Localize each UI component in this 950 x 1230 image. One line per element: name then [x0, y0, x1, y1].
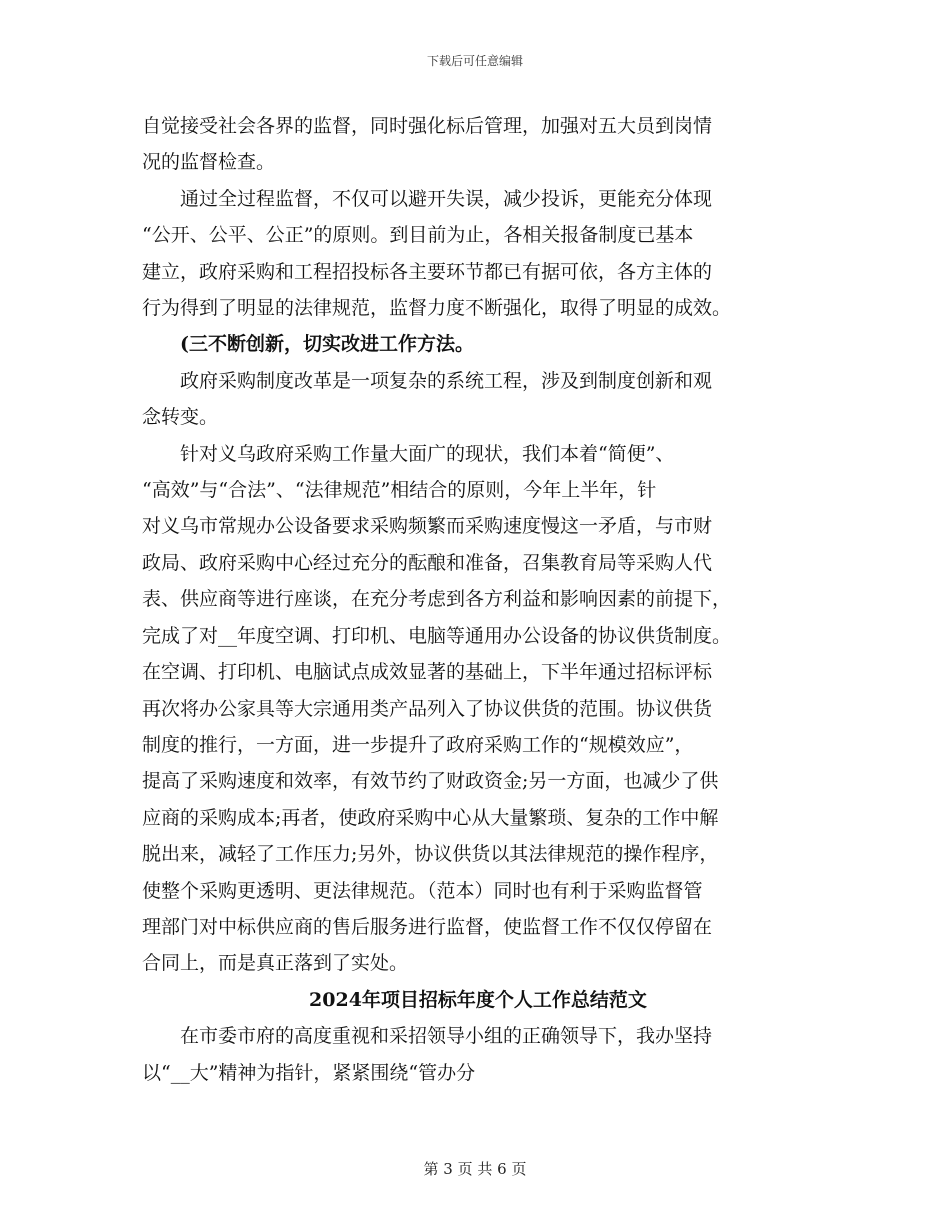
body-line: 应商的采购成本;再者，使政府采购中心从大量繁琐、复杂的工作中解 [142, 806, 719, 829]
body-line: 对义乌市常规办公设备要求采购频繁而采购速度慢这一矛盾，与市财 [142, 515, 713, 538]
body-line: 自觉接受社会各界的监督，同时强化标后管理，加强对五大员到岗情 [142, 115, 713, 137]
body-line: 通过全过程监督，不仅可以避开失误，减少投诉，更能充分体现 [142, 187, 713, 210]
body-line: 在市委市府的高度重视和采招领导小组的正确领导下，我办坚持 [142, 1025, 713, 1048]
body-line: 政局、政府采购中心经过充分的酝酿和准备，召集教育局等采购人代 [142, 551, 713, 574]
page-header: 下载后可任意编辑 [426, 54, 523, 68]
body-line: 脱出来，减轻了工作压力;另外，协议供货以其法律规范的操作程序， [142, 843, 719, 866]
body-line: 制度的推行，一方面，进一步提升了政府采购工作的“规模效应”， [142, 733, 694, 756]
body-line: 完成了对__年度空调、打印机、电脑等通用办公设备的协议供货制度。 [142, 624, 732, 647]
body-line: 政府采购制度改革是一项复杂的系统工程，涉及到制度创新和观 [142, 369, 713, 392]
page-footer: 第 3 页 共 6 页 [423, 1160, 527, 1178]
body-line: 理部门对中标供应商的售后服务进行监督，使监督工作不仅仅停留在 [142, 915, 713, 938]
body-line: 使整个采购更透明、更法律规范。（范本）同时也有利于采购监督管 [142, 879, 703, 902]
body-line: 合同上，而是真正落到了实处。 [142, 952, 409, 975]
body-line: 在空调、打印机、电脑试点成效显著的基础上，下半年通过招标评标 [142, 661, 713, 684]
body-line: 提高了采购速度和效率，有效节约了财政资金;另一方面，也减少了供 [142, 770, 719, 793]
document-body [142, 108, 814, 1091]
section-heading: (三不断创新，切实改进工作方法。 [142, 333, 474, 356]
document-title: 2024年项目招标年度个人工作总结范文 [309, 988, 647, 1011]
body-line: “公开、公平、公正”的原则。到目前为止，各相关报备制度已基本 [142, 224, 694, 247]
body-line: 表、供应商等进行座谈，在充分考虑到各方利益和影响因素的前提下， [142, 588, 732, 611]
body-line: 再次将办公家具等大宗通用类产品列入了协议供货的范围。协议供货 [142, 697, 713, 720]
body-line: 以“__大”精神为指针，紧紧围绕“管办分 [142, 1061, 476, 1084]
body-line: 行为得到了明显的法律规范，监督力度不断强化，取得了明显的成效。 [142, 297, 732, 320]
body-line: 建立，政府采购和工程招投标各主要环节都已有据可依，各方主体的 [142, 260, 713, 283]
body-line: 况的监督检查。 [142, 151, 276, 174]
body-line: “高效”与“合法”、“法律规范”相结合的原则，今年上半年，针 [142, 479, 657, 502]
body-line: 针对义乌政府采购工作量大面广的现状，我们本着“简便”、 [142, 442, 675, 465]
body-line: 念转变。 [142, 406, 219, 429]
